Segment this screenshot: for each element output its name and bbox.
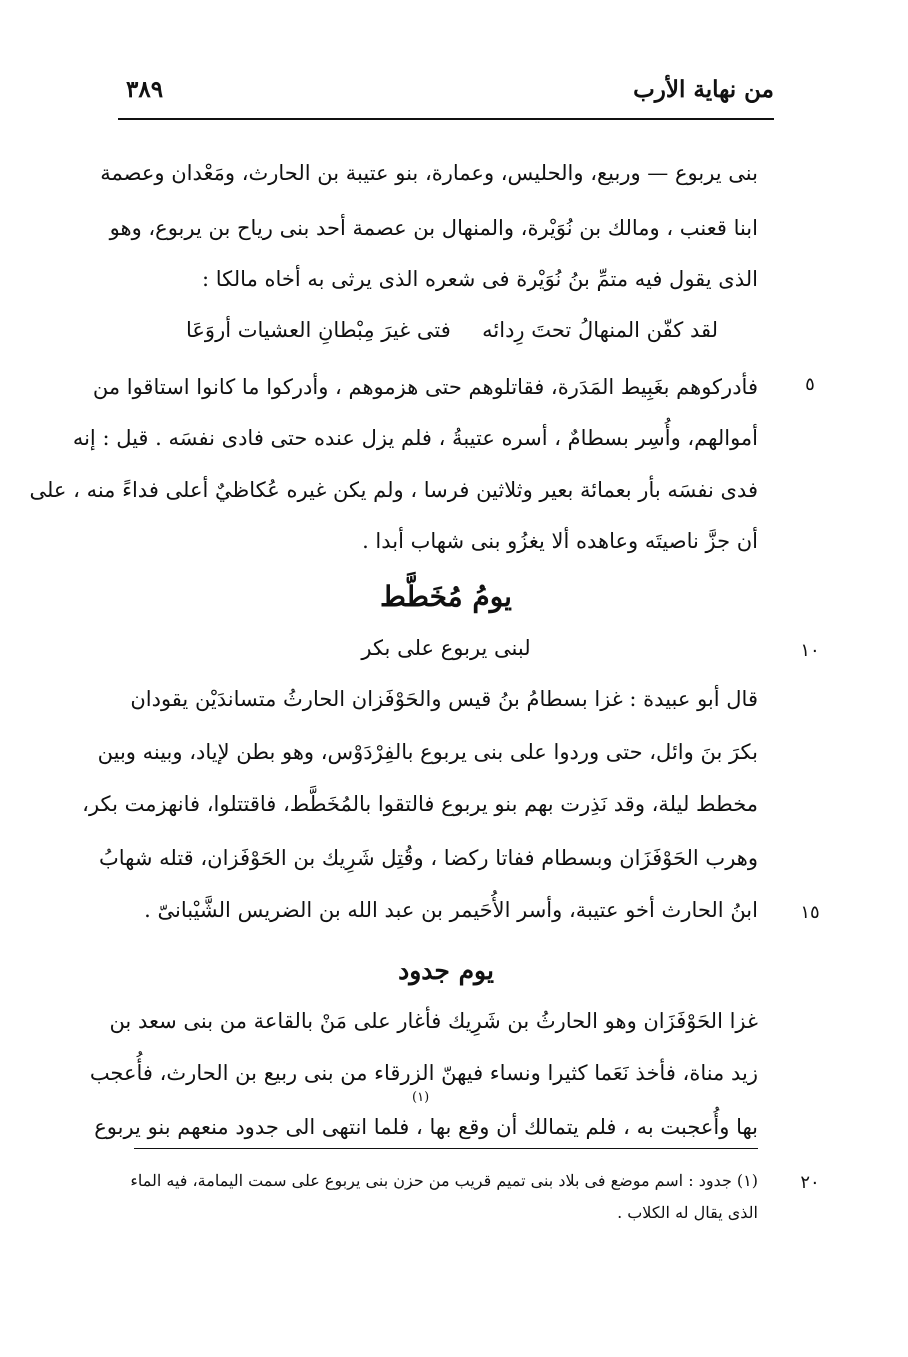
text-line: بها وأُعجبت به ، فلم يتمالك أن وقع بها ، فلما انتهى الى جدود منعهم بنو يربوع	[94, 1115, 758, 1139]
section-heading: يوم جدود	[398, 956, 494, 985]
footnote-line: الذى يقال له الكلاب .	[617, 1203, 758, 1222]
header-rule	[118, 118, 774, 120]
section-heading: يومُ مُخَطَّط	[380, 580, 512, 613]
text-line: غزا الحَوْفَزَان وهو الحارثُ بن شَرِيك فأغار على مَنْ بالقاعة من بنى سعد بن	[109, 1009, 758, 1033]
footnote-line: (١) جدود : اسم موضع فى بلاد بنى تميم قريب من حزن بنى يربوع على سمت اليمامة، فيه الماء	[130, 1171, 758, 1190]
text-line: أن جزَّ ناصيتَه وعاهده ألا يغزُو بنى شهاب أبدا .	[362, 529, 758, 553]
text-line: أموالهم، وأُسِر بسطامٌ ، أسره عتيبةُ ، فلم يزل عنده حتى فادى نفسَه . قيل : إنه	[72, 426, 758, 450]
footnote-marker: (١)	[412, 1090, 430, 1105]
text-line: مخطط ليلة، وقد نَذِرت بهم بنو يربوع فالتقوا بالمُخَطَّط، فاقتتلوا، فانهزمت بكر،	[82, 792, 758, 816]
text-line: فدى نفسَه بأر بعمائة بعير وثلاثين فرسا ، ولم يكن غيره عُكاظيٌ أعلى فداءً منه ، على	[29, 478, 758, 502]
poem-hemistich-left: فتى غيرَ مِبْطانِ العشيات أروَعَا	[186, 318, 451, 342]
line-number: ١٥	[800, 902, 820, 923]
text-line: وهرب الحَوْفَزَان وبسطام ففاتا ركضا ، وقُتِل شَرِيك بن الحَوْفَزان، قتله شهابُ	[99, 846, 758, 870]
line-number: ١٠	[800, 640, 820, 661]
text-line: الذى يقول فيه متمِّ بنُ نُوَيْرة فى شعره الذى يرثى به أخاه مالكا :	[202, 267, 758, 291]
page-number: ٣٨٩	[126, 76, 164, 103]
text-line: ابنُ الحارث أخو عتيبة، وأسر الأُحَيمر بن عبد الله بن الضريس الشَّيْبانىّ .	[144, 898, 758, 922]
text-line: بكرَ بنَ وائل، حتى وردوا على بنى يربوع بالفِرْدَوْس، وهو بطن لإياد، وبينه وبين	[97, 740, 758, 764]
text-line: قال أبو عبيدة : غزا بسطامُ بنُ قيس والحَوْفَزان الحارثُ متساندَيْن يقودان	[130, 687, 758, 711]
text-line: ابنا قعنب ، ومالك بن نُوَيْرة، والمنهال بن عصمة أحد بنى رياح بن يربوع، وهو	[109, 216, 758, 240]
text-line: بنى يربوع — وربيع، والحليس، وعمارة، بنو عتيبة بن الحارث، ومَعْدان وعصمة	[100, 161, 758, 185]
line-number: ٢٠	[800, 1172, 820, 1193]
line-number: ٥	[805, 374, 815, 395]
footnote-rule	[134, 1148, 758, 1149]
running-title: من نهاية الأرب	[633, 76, 774, 103]
text-line: زيد مناة، فأخذ نَعَما كثيرا ونساء فيهنّ الزرقاء من بنى ربيع بن الحارث، فأُعجب	[89, 1061, 758, 1085]
section-subheading: لبنى يربوع على بكر	[361, 636, 531, 660]
poem-hemistich-right: لقد كفّن المنهالُ تحتَ رِدائه	[482, 318, 718, 342]
page-header	[118, 70, 774, 114]
text-line: فأدركوهم بغَبِيط المَدَرة، فقاتلوهم حتى هزموهم ، وأدركوا ما كانوا استاقوا من	[92, 375, 758, 399]
